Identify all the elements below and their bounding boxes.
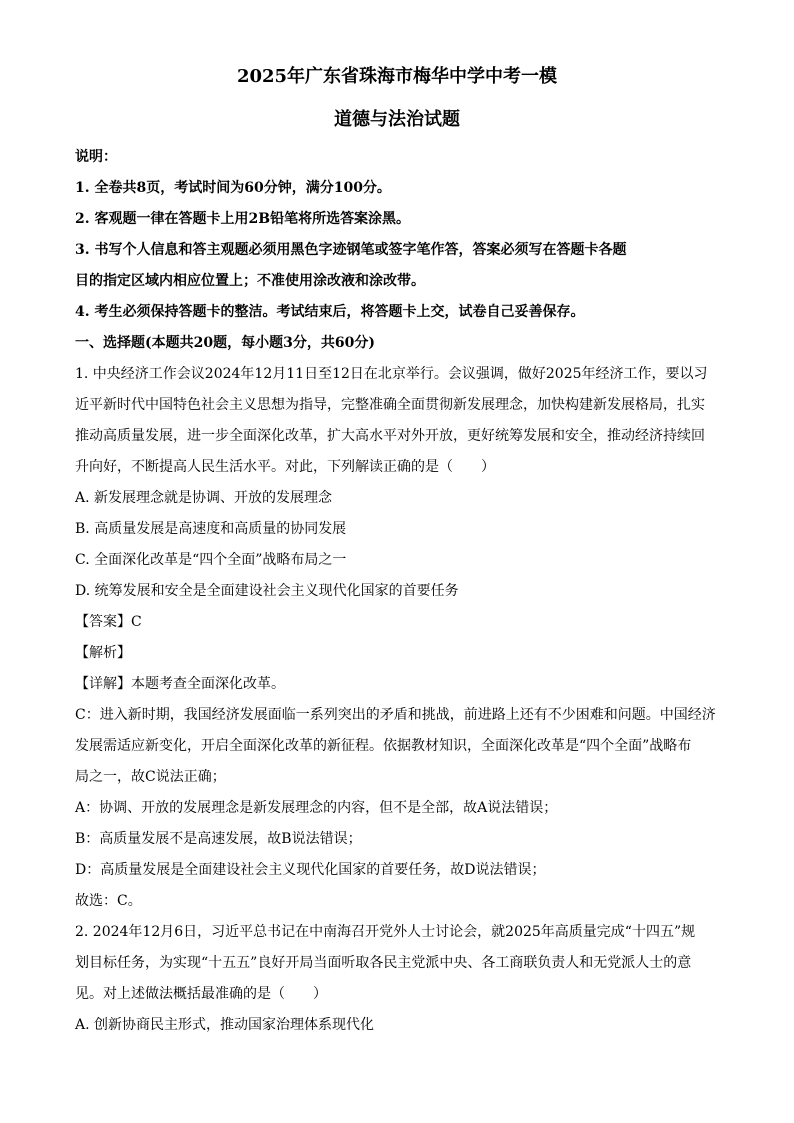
q1-stem-line: 升向好，不断提高人民生活水平。对此，下列解读正确的是（ ） bbox=[75, 459, 495, 475]
q1-explanation-line: D：高质量发展是全面建设社会主义现代化国家的首要任务，故D说法错误； bbox=[75, 862, 546, 878]
q1-explanation-line: 故选：C。 bbox=[75, 893, 142, 909]
q1-stem-line: 推动高质量发展，进一步全面深化改革，扩大高水平对外开放，更好统筹发展和安全，推动经济持续回 bbox=[75, 428, 705, 444]
answer-value: C bbox=[131, 614, 142, 630]
q1-analysis-label: 【解析】 bbox=[75, 645, 131, 661]
instructions-heading: 说明： bbox=[75, 149, 117, 165]
q2-stem-line: 2. 2024年12月6日，习近平总书记在中南海召开党外人士讨论会，就2025年高质量完成“十四五”规 bbox=[75, 924, 696, 940]
instruction-item: 2. 客观题一律在答题卡上用2B铅笔将所选答案涂黑。 bbox=[75, 211, 411, 227]
answer-label: 【答案】 bbox=[75, 614, 131, 630]
q1-option-b: B. 高质量发展是高速度和高质量的协同发展 bbox=[75, 521, 347, 537]
instruction-item: 1. 全卷共8页，考试时间为60分钟，满分100分。 bbox=[75, 180, 391, 196]
instruction-item: 3. 书写个人信息和答主观题必须用黑色字迹钢笔或签字笔作答，答案必须写在答题卡各题 bbox=[75, 242, 627, 258]
q1-explanation-line: 发展需适应新变化，开启全面深化改革的新征程。依据教材知识，全面深化改革是“四个全面”战略布 bbox=[75, 738, 692, 754]
q1-option-c: C. 全面深化改革是“四个全面”战略布局之一 bbox=[75, 552, 347, 568]
q2-stem-line: 划目标任务，为实现“十五五”良好开局当面听取各民主党派中央、各工商联负责人和无党派人士的意 bbox=[75, 955, 692, 971]
q1-explanation-line: B：高质量发展不是高速发展，故B说法错误； bbox=[75, 831, 362, 847]
page-subtitle: 道德与法治试题 bbox=[334, 109, 460, 130]
q1-detail: 【详解】本题考查全面深化改革。 bbox=[75, 676, 285, 692]
q1-option-a: A. 新发展理念就是协调、开放的发展理念 bbox=[75, 490, 333, 506]
instruction-item: 目的指定区域内相应位置上；不准使用涂改液和涂改带。 bbox=[75, 273, 425, 289]
q1-stem-line: 近平新时代中国特色社会主义思想为指导，完整准确全面贯彻新发展理念，加快构建新发展格局，扎实 bbox=[75, 397, 705, 413]
q1-explanation-line: A：协调、开放的发展理念是新发展理念的内容，但不是全部，故A说法错误； bbox=[75, 800, 558, 816]
q1-explanation-line: 局之一，故C说法正确； bbox=[75, 769, 226, 785]
section-heading: 一、选择题(本题共20题，每小题3分，共60分) bbox=[75, 335, 375, 351]
instruction-item: 4. 考生必须保持答题卡的整洁。考试结束后，将答题卡上交，试卷自己妥善保存。 bbox=[75, 304, 585, 320]
q1-explanation-line: C：进入新时期，我国经济发展面临一系列突出的矛盾和挑战，前进路上还有不少困难和问题。中国经济 bbox=[75, 707, 716, 723]
q2-option-a: A. 创新协商民主形式，推动国家治理体系现代化 bbox=[75, 1017, 375, 1033]
q1-stem-line: 1. 中央经济工作会议2024年12月11日至12日在北京举行。会议强调，做好2025年经济工作，要以习 bbox=[75, 366, 708, 382]
q1-answer bbox=[75, 612, 142, 632]
q2-stem-line: 见。对上述做法概括最准确的是（ ） bbox=[75, 986, 327, 1002]
q1-option-d: D. 统筹发展和安全是全面建设社会主义现代化国家的首要任务 bbox=[75, 583, 459, 599]
page-title: 2025年广东省珠海市梅华中学中考一模 bbox=[236, 66, 558, 87]
